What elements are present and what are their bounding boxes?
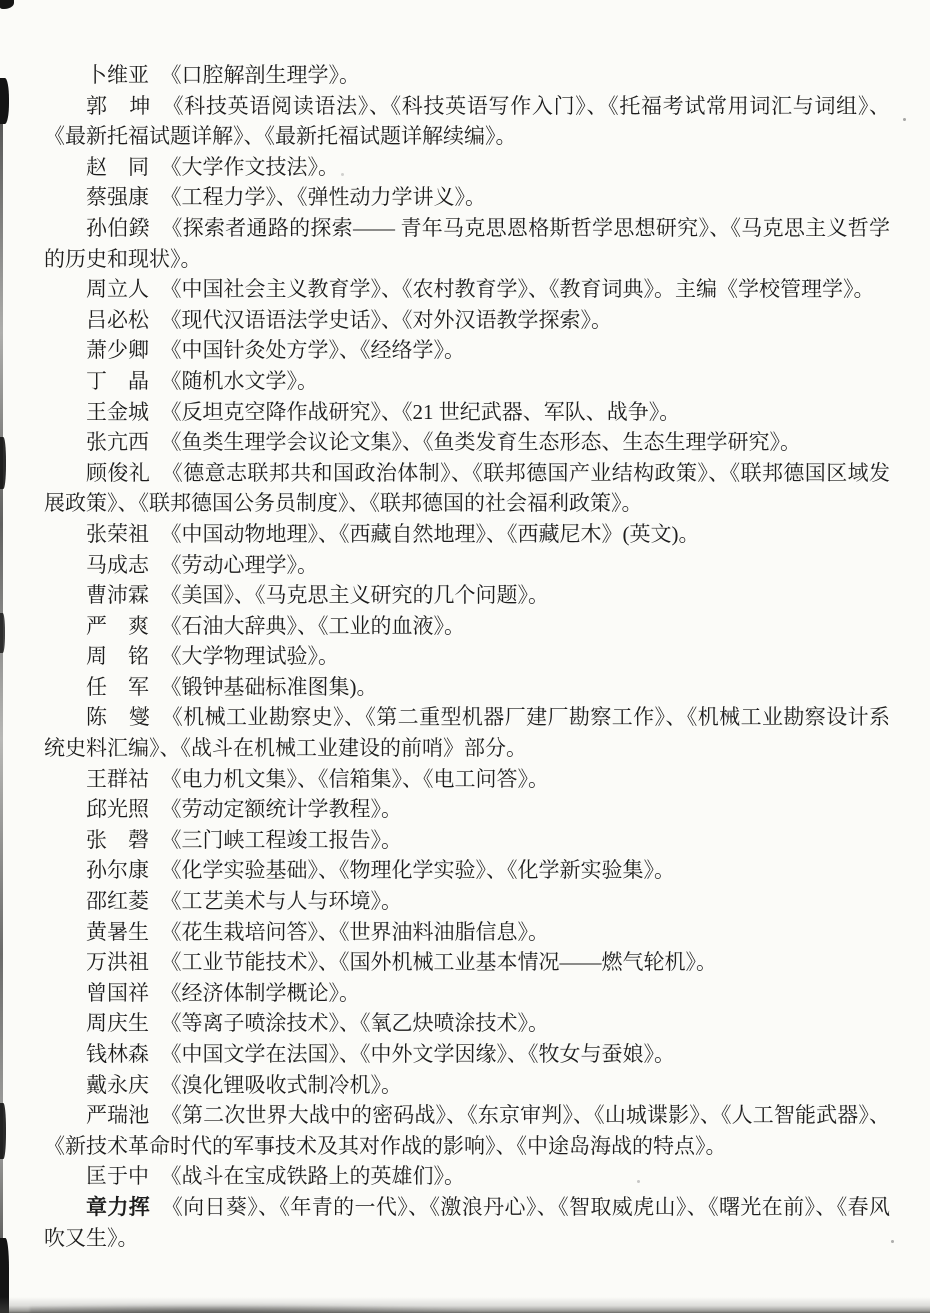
works-list: 《三门峡工程竣工报告》。	[160, 827, 403, 852]
author-name: 王群祜	[86, 766, 149, 791]
author-name: 郭 坤	[86, 93, 152, 118]
works-list: 《经济体制学概论》。	[160, 980, 361, 1005]
works-list: 《劳动心理学》。	[160, 552, 319, 577]
author-name: 顾俊礼	[86, 460, 151, 485]
works-list: 《口腔解剖生理学》。	[160, 63, 361, 87]
entry	[44, 886, 890, 917]
author-name: 曹沛霖	[86, 583, 149, 608]
entry	[44, 855, 890, 886]
author-name: 吕必松	[86, 307, 149, 332]
entry	[44, 1039, 890, 1070]
scan-artifact-specks	[903, 118, 906, 121]
author-name: 周庆生	[86, 1011, 149, 1036]
scan-artifact-left-blob	[0, 613, 5, 653]
works-list: 《战斗在宝成铁路上的英雄们》。	[160, 1164, 466, 1189]
author-name: 张荣祖	[86, 521, 149, 546]
entry	[44, 550, 890, 581]
author-name: 周 铭	[86, 644, 149, 669]
works-list: 《石油大辞典》、《工业的血液》。	[160, 613, 466, 638]
author-name: 卜维亚	[86, 63, 149, 87]
entry	[44, 335, 890, 366]
author-name: 马成志	[86, 552, 149, 577]
author-name: 张亢西	[86, 430, 149, 455]
entry	[44, 1192, 890, 1253]
works-list: 《向日葵》、《年青的一代》、《激浪丹心》、《智取威虎山》、《曙光在前》、《春风吹又生》。	[44, 1194, 891, 1250]
author-name: 孙伯鍨	[86, 215, 150, 240]
works-list: 《第二次世界大战中的密码战》、《东京审判》、《山城谍影》、《人工智能武器》、《新技术革命时代的军事技术及其对作战的影响》、《中途岛海战的特点》。	[44, 1103, 891, 1158]
entry	[44, 702, 890, 763]
works-list: 《鱼类生理学会议论文集》、《鱼类发育生态形态、生态生理学研究》。	[160, 430, 802, 455]
scan-artifact-left-edge-line	[0, 118, 3, 1313]
author-name: 萧少卿	[86, 338, 149, 363]
entry	[44, 305, 890, 336]
works-list: 《工程力学》、《弹性动力学讲义》。	[160, 185, 487, 210]
entry	[44, 397, 890, 428]
works-list: 《化学实验基础》、《物理化学实验》、《化学新实验集》。	[160, 858, 676, 883]
scan-artifact-top-left-corner	[0, 0, 14, 9]
author-name: 蔡强康	[86, 185, 149, 210]
works-list: 《随机水文学》。	[160, 368, 319, 393]
entry	[44, 213, 890, 274]
works-list: 《德意志联邦共和国政治体制》、《联邦德国产业结构政策》、《联邦德国区域发展政策》、《联邦德国公务员制度》、《联邦德国的社会福利政策》。	[44, 460, 891, 516]
author-name: 孙尔康	[86, 858, 149, 883]
entry	[44, 519, 890, 550]
author-name: 任 军	[86, 674, 149, 699]
works-list: 《中国文学在法国》、《中外文学因缘》、《牧女与蚕娘》。	[160, 1042, 676, 1066]
entry	[44, 1008, 890, 1039]
works-list: 《等离子喷涂技术》、《氧乙炔喷涂技术》。	[160, 1011, 550, 1036]
author-name: 戴永庆	[86, 1072, 149, 1097]
works-list: 《工艺美术与人与环境》。	[160, 889, 403, 914]
entry	[44, 274, 890, 305]
author-name: 丁 晶	[86, 368, 149, 393]
works-list: 《锻钟基础标准图集)。	[160, 674, 378, 699]
author-name: 赵 同	[86, 154, 149, 179]
entry	[44, 672, 890, 703]
entry	[44, 182, 890, 213]
scan-artifact-left-blob	[0, 78, 9, 124]
works-list: 《溴化锂吸收式制冷机》。	[160, 1072, 403, 1097]
author-name: 黄暑生	[86, 919, 149, 944]
entry	[44, 580, 890, 611]
author-name: 严瑞池	[86, 1103, 150, 1128]
entry	[44, 641, 890, 672]
author-name: 陈 燮	[86, 705, 151, 730]
works-list: 《探索者通路的探索—— 青年马克思恩格斯哲学思想研究》、《马克思主义哲学的历史和现状》。	[44, 215, 891, 271]
works-list: 《科技英语阅读语法》、《科技英语写作入门》、《托福考试常用词汇与词组》、《最新托福试题详解》、《最新托福试题详解续编》。	[44, 93, 891, 149]
entry	[44, 917, 890, 948]
works-list: 《劳动定额统计学教程》。	[160, 797, 403, 822]
author-name: 曾国祥	[86, 980, 149, 1005]
entry	[44, 794, 890, 825]
works-list: 《美国》、《马克思主义研究的几个问题》。	[160, 583, 550, 608]
entry	[44, 978, 890, 1009]
works-list: 《中国针灸处方学》、《经络学》。	[160, 338, 466, 363]
entry	[44, 1100, 890, 1161]
entry	[44, 152, 890, 183]
scan-artifact-bottom-shadow	[0, 1297, 930, 1313]
works-list: 《花生栽培问答》、《世界油料油脂信息》。	[160, 919, 550, 944]
scan-artifact-bottom-smudge	[30, 1304, 470, 1313]
works-list: 《电力机文集》、《信箱集》、《电工问答》。	[160, 766, 550, 791]
works-list: 《现代汉语语法学史话》、《对外汉语教学探索》。	[160, 307, 613, 332]
author-name: 匡于中	[86, 1164, 149, 1189]
entry	[44, 947, 890, 978]
works-list: 《反坦克空降作战研究》、《21 世纪武器、军队、战争》。	[160, 399, 681, 424]
entry	[44, 1070, 890, 1101]
entry	[44, 825, 890, 856]
author-name: 章力挥	[86, 1194, 151, 1219]
entry	[44, 60, 890, 91]
works-list: 《大学物理试验》。	[160, 644, 340, 669]
works-list: 《工业节能技术》、《国外机械工业基本情况——燃气轮机》。	[160, 950, 718, 975]
works-list: 《机械工业勘察史》、《第二重型机器厂建厂勘察工作》、《机械工业勘察设计系统史料汇编》、《战斗在机械工业建设的前哨》部分。	[44, 705, 891, 761]
author-name: 邵红菱	[86, 889, 149, 914]
author-works-list	[44, 60, 890, 1253]
author-name: 周立人	[86, 277, 149, 302]
works-list: 《中国动物地理》、《西藏自然地理》、《西藏尼木》(英文)。	[160, 521, 700, 546]
entry	[44, 427, 890, 458]
author-name: 王金城	[86, 399, 149, 424]
entry	[44, 458, 890, 519]
author-name: 钱林森	[86, 1042, 149, 1066]
author-name: 邱光照	[86, 797, 149, 822]
entry	[44, 366, 890, 397]
scan-artifact-left-blob	[0, 1103, 6, 1159]
author-name: 万洪祖	[86, 950, 149, 975]
entry	[44, 1161, 890, 1192]
scan-artifact-left-blob	[0, 437, 6, 489]
author-name: 严 爽	[86, 613, 149, 638]
works-list: 《大学作文技法》。	[160, 154, 340, 179]
works-list: 《中国社会主义教育学》、《农村教育学》、《教育词典》。主编《学校管理学》。	[160, 277, 875, 302]
entry	[44, 91, 890, 152]
author-name: 张 磬	[86, 827, 149, 852]
scan-artifact-left-blob	[0, 1238, 9, 1313]
entry	[44, 764, 890, 795]
entry	[44, 611, 890, 642]
